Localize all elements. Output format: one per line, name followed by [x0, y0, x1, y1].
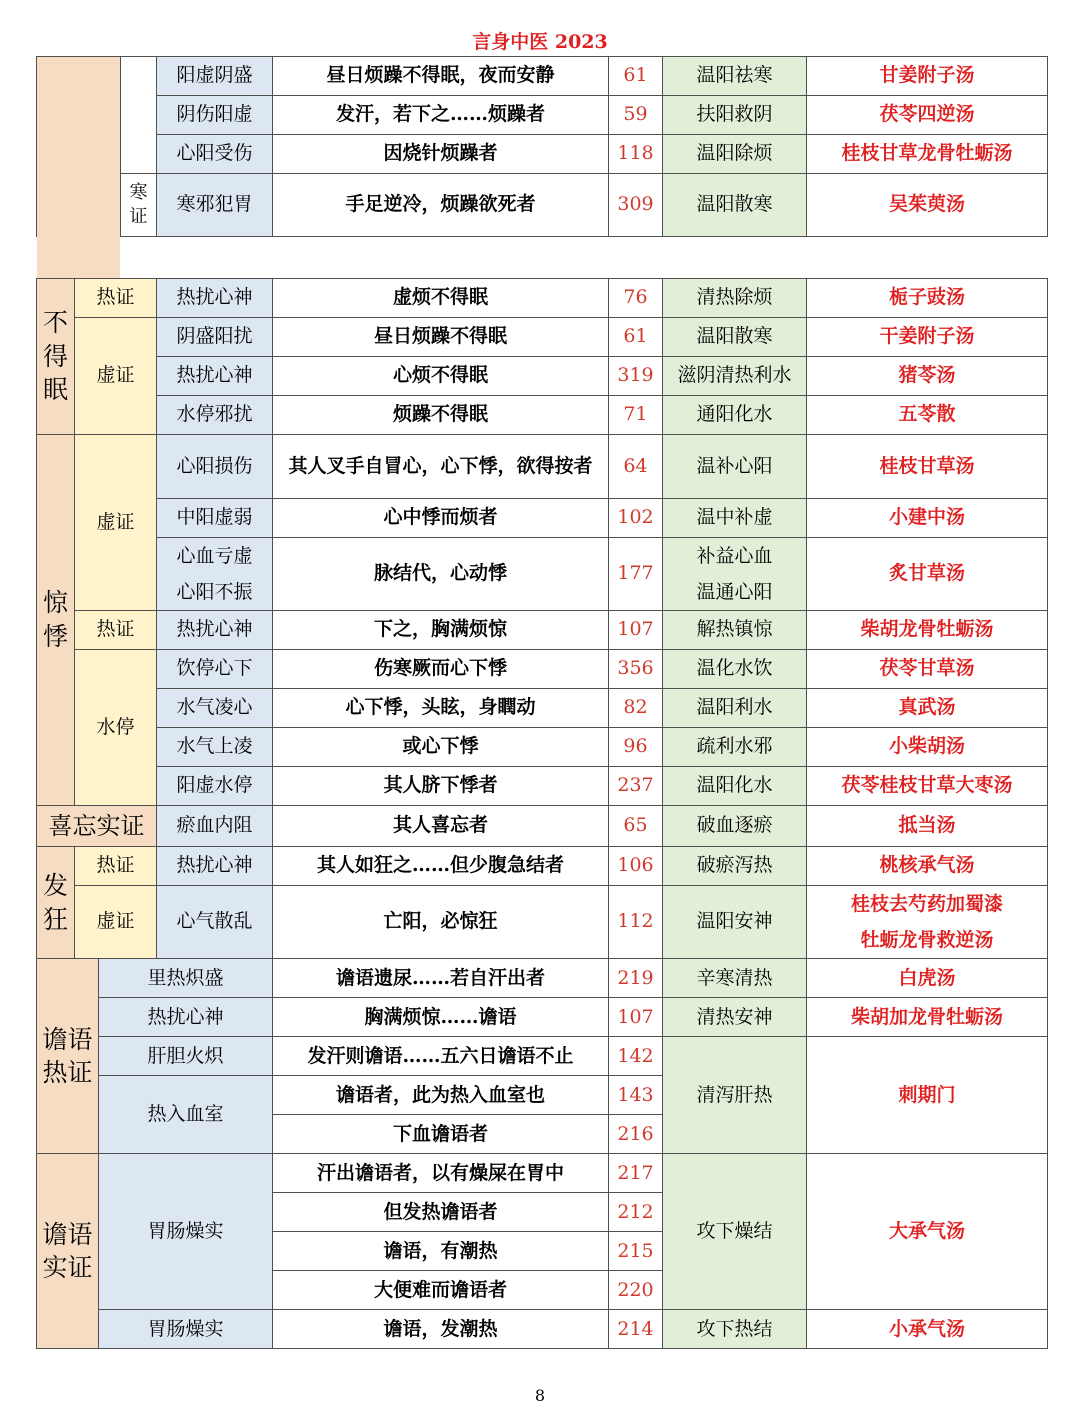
table-row: [37, 538, 1048, 611]
table-row: [37, 135, 1048, 174]
table-row: [37, 279, 1048, 318]
pattern-cell: 热入血室: [99, 1076, 273, 1154]
treatment-method: 温中补虚: [663, 499, 807, 538]
pattern-cell: 阴伤阳虚: [157, 96, 273, 135]
treatment-method: 通阳化水: [663, 396, 807, 435]
table-section-1: [36, 56, 1048, 237]
pattern-cell: 里热炽盛: [99, 959, 273, 998]
formula-cell: 桃核承气汤: [807, 847, 1048, 886]
formula-cell: 小承气汤: [807, 1310, 1048, 1349]
symptom-cell: 大便难而谵语者: [273, 1271, 609, 1310]
treatment-method: 温阳除烦: [663, 135, 807, 174]
pattern-cell: 饮停心下: [157, 650, 273, 689]
pattern-cell: 心气散乱: [157, 886, 273, 959]
table-row: [37, 357, 1048, 396]
clause-number: 319: [609, 357, 663, 396]
clause-number: 143: [609, 1076, 663, 1115]
subcategory-cell: 寒 证: [121, 174, 157, 237]
table-row: [37, 767, 1048, 806]
clause-number: 215: [609, 1232, 663, 1271]
pattern-cell: 热扰心神: [157, 279, 273, 318]
clause-number: 59: [609, 96, 663, 135]
table-row: [37, 318, 1048, 357]
category-label: 不 得 眠: [37, 279, 75, 435]
table-section-main: [36, 278, 1048, 1349]
formula-cell: 柴胡加龙骨牡蛎汤: [807, 998, 1048, 1037]
treatment-method: 清泻肝热: [663, 1037, 807, 1154]
symptom-cell: 其人如狂之……但少腹急结者: [273, 847, 609, 886]
page-header: 言身中医 2023: [472, 31, 608, 53]
category-label: 喜忘实证: [37, 806, 157, 847]
formula-cell: 茯苓桂枝甘草大枣汤: [807, 767, 1048, 806]
subcategory-label: 热证: [75, 279, 157, 318]
subcategory-label: 热证: [75, 611, 157, 650]
treatment-method: 攻下燥结: [663, 1154, 807, 1310]
symptom-cell: 心烦不得眠: [273, 357, 609, 396]
table-row: [37, 174, 1048, 237]
treatment-method: 清热安神: [663, 998, 807, 1037]
table-row: [37, 499, 1048, 538]
table-row: [37, 57, 1048, 96]
clause-number: 82: [609, 689, 663, 728]
clause-number: 356: [609, 650, 663, 689]
treatment-method: 温阳散寒: [663, 174, 807, 237]
clause-number: 76: [609, 279, 663, 318]
clause-number: 64: [609, 435, 663, 499]
pattern-cell: 心血亏虚 心阳不振: [157, 538, 273, 611]
treatment-method: 温阳散寒: [663, 318, 807, 357]
formula-cell: 干姜附子汤: [807, 318, 1048, 357]
symptom-cell: 发汗，若下之……烦躁者: [273, 96, 609, 135]
table-row: [37, 1310, 1048, 1349]
formula-cell: 猪苓汤: [807, 357, 1048, 396]
formula-cell: 吴茱萸汤: [807, 174, 1048, 237]
category-cell: [37, 57, 121, 237]
clause-number: 212: [609, 1193, 663, 1232]
clause-number: 71: [609, 396, 663, 435]
clause-number: 217: [609, 1154, 663, 1193]
symptom-cell: 发汗则谵语……五六日谵语不止: [273, 1037, 609, 1076]
page-number: 8: [534, 1386, 546, 1405]
clause-number: 112: [609, 886, 663, 959]
formula-cell: 抵当汤: [807, 806, 1048, 847]
clause-number: 309: [609, 174, 663, 237]
symptom-cell: 手足逆冷，烦躁欲死者: [273, 174, 609, 237]
formula-cell: 桂枝甘草龙骨牡蛎汤: [807, 135, 1048, 174]
clause-number: 107: [609, 611, 663, 650]
symptom-cell: 其人喜忘者: [273, 806, 609, 847]
pattern-cell: 热扰心神: [157, 611, 273, 650]
clause-number: 107: [609, 998, 663, 1037]
clause-number: 61: [609, 57, 663, 96]
clause-number: 237: [609, 767, 663, 806]
clause-number: 216: [609, 1115, 663, 1154]
symptom-cell: 汗出谵语者，以有燥屎在胃中: [273, 1154, 609, 1193]
clause-number: 142: [609, 1037, 663, 1076]
category-strip: [37, 236, 120, 278]
table-row: [37, 435, 1048, 499]
treatment-method: 温化水饮: [663, 650, 807, 689]
table-row: [37, 728, 1048, 767]
clause-number: 177: [609, 538, 663, 611]
category-label: 发 狂: [37, 847, 75, 959]
treatment-method: 温阳祛寒: [663, 57, 807, 96]
symptom-cell: 胸满烦惊……谵语: [273, 998, 609, 1037]
treatment-method: 补益心血 温通心阳: [663, 538, 807, 611]
pattern-cell: 水气凌心: [157, 689, 273, 728]
subcategory-label: 虚证: [75, 886, 157, 959]
symptom-cell: 心下悸，头眩，身瞤动: [273, 689, 609, 728]
pattern-cell: 心阳损伤: [157, 435, 273, 499]
symptom-cell: 但发热谵语者: [273, 1193, 609, 1232]
pattern-cell: 热扰心神: [99, 998, 273, 1037]
table-row: [37, 1037, 1048, 1076]
clause-number: 118: [609, 135, 663, 174]
pattern-cell: 胃肠燥实: [99, 1310, 273, 1349]
pattern-cell: 阳虚水停: [157, 767, 273, 806]
treatment-method: 扶阳救阴: [663, 96, 807, 135]
formula-cell: 真武汤: [807, 689, 1048, 728]
table-row: [37, 998, 1048, 1037]
treatment-method: 温阳利水: [663, 689, 807, 728]
formula-cell: 甘姜附子汤: [807, 57, 1048, 96]
pattern-cell: 中阳虚弱: [157, 499, 273, 538]
pattern-cell: 寒邪犯胃: [157, 174, 273, 237]
pattern-cell: 肝胆火炽: [99, 1037, 273, 1076]
table-row: [37, 689, 1048, 728]
treatment-method: 攻下热结: [663, 1310, 807, 1349]
pattern-cell: 心阳受伤: [157, 135, 273, 174]
subcategory-label: 虚证: [75, 318, 157, 435]
treatment-method: 疏利水邪: [663, 728, 807, 767]
clause-number: 96: [609, 728, 663, 767]
symptom-cell: 因烧针烦躁者: [273, 135, 609, 174]
clause-number: 102: [609, 499, 663, 538]
pattern-cell: 胃肠燥实: [99, 1154, 273, 1310]
table-row: [37, 806, 1048, 847]
table-row: [37, 96, 1048, 135]
formula-cell: 小柴胡汤: [807, 728, 1048, 767]
symptom-cell: 烦躁不得眠: [273, 396, 609, 435]
pattern-cell: 热扰心神: [157, 847, 273, 886]
pattern-cell: 水停邪扰: [157, 396, 273, 435]
formula-cell: 炙甘草汤: [807, 538, 1048, 611]
table-row: [37, 1154, 1048, 1193]
symptom-cell: 或心下悸: [273, 728, 609, 767]
symptom-cell: 谵语，有潮热: [273, 1232, 609, 1271]
pattern-cell: 阳虚阴盛: [157, 57, 273, 96]
clause-number: 214: [609, 1310, 663, 1349]
category-label: 谵语 实证: [37, 1154, 99, 1349]
clause-number: 106: [609, 847, 663, 886]
formula-cell: 桂枝甘草汤: [807, 435, 1048, 499]
symptom-cell: 下血谵语者: [273, 1115, 609, 1154]
subcategory-label: 虚证: [75, 435, 157, 611]
pattern-cell: 瘀血内阻: [157, 806, 273, 847]
clause-number: 65: [609, 806, 663, 847]
formula-cell: 大承气汤: [807, 1154, 1048, 1310]
symptom-cell: 谵语，发潮热: [273, 1310, 609, 1349]
treatment-method: 滋阴清热利水: [663, 357, 807, 396]
table-row: [37, 650, 1048, 689]
formula-cell: 茯苓甘草汤: [807, 650, 1048, 689]
table-row: [37, 959, 1048, 998]
symptom-cell: 昼日烦躁不得眠: [273, 318, 609, 357]
formula-cell: 茯苓四逆汤: [807, 96, 1048, 135]
treatment-method: 辛寒清热: [663, 959, 807, 998]
table-row: [37, 396, 1048, 435]
clause-number: 220: [609, 1271, 663, 1310]
subcategory-label: 热证: [75, 847, 157, 886]
pattern-cell: 水气上凌: [157, 728, 273, 767]
clause-number: 219: [609, 959, 663, 998]
treatment-method: 温阳安神: [663, 886, 807, 959]
formula-cell: 栀子豉汤: [807, 279, 1048, 318]
symptom-cell: 伤寒厥而心下悸: [273, 650, 609, 689]
treatment-method: 清热除烦: [663, 279, 807, 318]
formula-cell: 五苓散: [807, 396, 1048, 435]
subcategory-cell: [121, 57, 157, 174]
symptom-cell: 下之，胸满烦惊: [273, 611, 609, 650]
symptom-cell: 其人叉手自冒心，心下悸，欲得按者: [273, 435, 609, 499]
treatment-method: 温阳化水: [663, 767, 807, 806]
symptom-cell: 脉结代，心动悸: [273, 538, 609, 611]
symptom-cell: 其人脐下悸者: [273, 767, 609, 806]
symptom-cell: 虚烦不得眠: [273, 279, 609, 318]
treatment-method: 解热镇惊: [663, 611, 807, 650]
subcategory-label: 水停: [75, 650, 157, 806]
formula-cell: 白虎汤: [807, 959, 1048, 998]
treatment-method: 破瘀泻热: [663, 847, 807, 886]
symptom-cell: 谵语者，此为热入血室也: [273, 1076, 609, 1115]
treatment-method: 温补心阳: [663, 435, 807, 499]
table-row: [37, 886, 1048, 959]
pattern-cell: 热扰心神: [157, 357, 273, 396]
category-label: 谵语 热证: [37, 959, 99, 1154]
category-label: 惊 悸: [37, 435, 75, 806]
symptom-cell: 谵语遗尿……若自汗出者: [273, 959, 609, 998]
formula-cell: 柴胡龙骨牡蛎汤: [807, 611, 1048, 650]
symptom-cell: 昼日烦躁不得眠，夜而安静: [273, 57, 609, 96]
symptom-cell: 亡阳，必惊狂: [273, 886, 609, 959]
clause-number: 61: [609, 318, 663, 357]
symptom-cell: 心中悸而烦者: [273, 499, 609, 538]
treatment-method: 破血逐瘀: [663, 806, 807, 847]
table-row: [37, 611, 1048, 650]
formula-cell: 桂枝去芍药加蜀漆 牡蛎龙骨救逆汤: [807, 886, 1048, 959]
pattern-cell: 阴盛阳扰: [157, 318, 273, 357]
formula-cell: 小建中汤: [807, 499, 1048, 538]
table-row: [37, 847, 1048, 886]
formula-cell: 刺期门: [807, 1037, 1048, 1154]
